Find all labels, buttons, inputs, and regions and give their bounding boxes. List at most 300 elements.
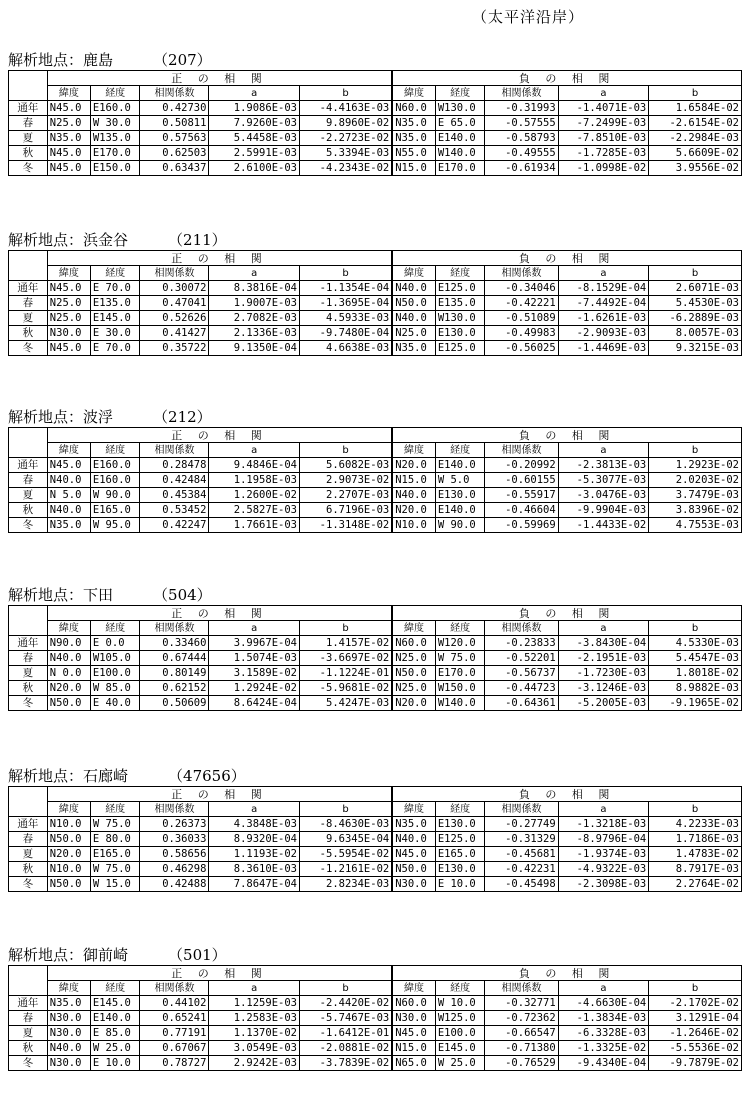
correlation-table	[8, 70, 742, 176]
column-header: 相関係数	[485, 266, 558, 281]
negative-correlation-cell: -0.45498	[485, 877, 558, 892]
table-row	[9, 1056, 742, 1071]
positive-coef-b-cell: -1.2161E-02	[299, 862, 392, 877]
negative-latitude-cell: N20.0	[392, 458, 435, 473]
column-header: b	[649, 802, 742, 817]
season-label: 春	[9, 296, 48, 311]
negative-coef-b-cell: -1.2646E-02	[649, 1026, 742, 1041]
positive-coef-b-cell: 4.6638E-03	[299, 341, 392, 356]
negative-correlation-cell: -0.66547	[485, 1026, 558, 1041]
positive-correlation-cell: 0.46298	[140, 862, 209, 877]
section-header-row	[9, 251, 742, 266]
positive-latitude-cell: N45.0	[47, 281, 90, 296]
negative-latitude-cell: N40.0	[392, 311, 435, 326]
column-header: a	[209, 266, 300, 281]
column-header: a	[558, 443, 649, 458]
negative-longitude-cell: E130.0	[435, 488, 485, 503]
positive-coef-b-cell: 2.8234E-03	[299, 877, 392, 892]
positive-section-header: 正 の 相 関	[47, 966, 392, 981]
column-header: 経度	[435, 802, 485, 817]
table-row	[9, 877, 742, 892]
positive-latitude-cell: N10.0	[47, 817, 90, 832]
positive-longitude-cell: E165.0	[90, 847, 140, 862]
positive-correlation-cell: 0.57563	[140, 131, 209, 146]
season-label: 通年	[9, 817, 48, 832]
season-label: 夏	[9, 1026, 48, 1041]
positive-latitude-cell: N50.0	[47, 832, 90, 847]
season-label: 春	[9, 1011, 48, 1026]
positive-correlation-cell: 0.80149	[140, 666, 209, 681]
negative-section-header: 負 の 相 関	[392, 251, 741, 266]
season-label: 冬	[9, 696, 48, 711]
negative-longitude-cell: E165.0	[435, 847, 485, 862]
column-header: 緯度	[47, 266, 90, 281]
corner-cell	[9, 606, 48, 636]
positive-correlation-cell: 0.62503	[140, 146, 209, 161]
season-label: 秋	[9, 681, 48, 696]
positive-longitude-cell: E 70.0	[90, 341, 140, 356]
positive-coef-b-cell: -5.7467E-03	[299, 1011, 392, 1026]
column-header: b	[299, 621, 392, 636]
season-label: 冬	[9, 161, 48, 176]
negative-correlation-cell: -0.64361	[485, 696, 558, 711]
season-label: 秋	[9, 503, 48, 518]
negative-latitude-cell: N15.0	[392, 161, 435, 176]
positive-latitude-cell: N45.0	[47, 161, 90, 176]
column-header: 相関係数	[485, 981, 558, 996]
negative-coef-a-cell: -5.2005E-03	[558, 696, 649, 711]
negative-longitude-cell: E145.0	[435, 1041, 485, 1056]
table-row	[9, 666, 742, 681]
negative-coef-a-cell: -1.3325E-02	[558, 1041, 649, 1056]
positive-longitude-cell: E 80.0	[90, 832, 140, 847]
column-header: b	[299, 802, 392, 817]
positive-coef-b-cell: -2.0881E-02	[299, 1041, 392, 1056]
corner-cell	[9, 787, 48, 817]
negative-correlation-cell: -0.34046	[485, 281, 558, 296]
negative-longitude-cell: E 65.0	[435, 116, 485, 131]
negative-coef-a-cell: -3.0476E-03	[558, 488, 649, 503]
season-label: 冬	[9, 1056, 48, 1071]
negative-correlation-cell: -0.44723	[485, 681, 558, 696]
negative-coef-b-cell: 8.9882E-03	[649, 681, 742, 696]
corner-cell	[9, 71, 48, 101]
table-row	[9, 296, 742, 311]
column-header: 緯度	[392, 266, 435, 281]
positive-latitude-cell: N40.0	[47, 1041, 90, 1056]
section-header-row	[9, 606, 742, 621]
site-label-prefix: 解析地点：	[8, 231, 84, 249]
positive-correlation-cell: 0.42488	[140, 877, 209, 892]
negative-correlation-cell: -0.27749	[485, 817, 558, 832]
positive-coef-a-cell: 8.9320E-04	[209, 832, 300, 847]
positive-latitude-cell: N35.0	[47, 518, 90, 533]
table-row	[9, 311, 742, 326]
negative-coef-a-cell: -1.3834E-03	[558, 1011, 649, 1026]
positive-longitude-cell: W 15.0	[90, 877, 140, 892]
positive-coef-b-cell: 2.9073E-02	[299, 473, 392, 488]
season-label: 通年	[9, 636, 48, 651]
column-header: b	[649, 266, 742, 281]
column-header: a	[209, 443, 300, 458]
column-header: 緯度	[47, 443, 90, 458]
negative-correlation-cell: -0.51089	[485, 311, 558, 326]
negative-coef-a-cell: -1.7230E-03	[558, 666, 649, 681]
positive-longitude-cell: W 75.0	[90, 817, 140, 832]
positive-latitude-cell: N30.0	[47, 326, 90, 341]
table-row	[9, 116, 742, 131]
season-label: 春	[9, 832, 48, 847]
positive-longitude-cell: E165.0	[90, 503, 140, 518]
positive-coef-b-cell: -4.2343E-02	[299, 161, 392, 176]
positive-coef-b-cell: -3.7839E-02	[299, 1056, 392, 1071]
positive-latitude-cell: N35.0	[47, 996, 90, 1011]
positive-longitude-cell: W 30.0	[90, 116, 140, 131]
positive-coef-b-cell: -1.1354E-04	[299, 281, 392, 296]
positive-coef-b-cell: -4.4163E-03	[299, 101, 392, 116]
positive-longitude-cell: W 95.0	[90, 518, 140, 533]
positive-coef-b-cell: -8.4630E-03	[299, 817, 392, 832]
negative-correlation-cell: -0.57555	[485, 116, 558, 131]
column-header: 経度	[435, 981, 485, 996]
season-label: 夏	[9, 311, 48, 326]
positive-coef-b-cell: 1.4157E-02	[299, 636, 392, 651]
positive-longitude-cell: E170.0	[90, 146, 140, 161]
negative-latitude-cell: N30.0	[392, 877, 435, 892]
positive-correlation-cell: 0.41427	[140, 326, 209, 341]
positive-coef-a-cell: 8.3610E-03	[209, 862, 300, 877]
negative-correlation-cell: -0.56025	[485, 341, 558, 356]
positive-coef-a-cell: 1.1193E-02	[209, 847, 300, 862]
column-header: 相関係数	[140, 443, 209, 458]
positive-coef-a-cell: 4.3848E-03	[209, 817, 300, 832]
site-name: 下田	[83, 586, 114, 604]
site-code: （207）	[153, 51, 212, 69]
negative-coef-b-cell: 1.4783E-02	[649, 847, 742, 862]
column-header: 相関係数	[140, 86, 209, 101]
positive-coef-b-cell: 5.6082E-03	[299, 458, 392, 473]
positive-coef-a-cell: 2.7082E-03	[209, 311, 300, 326]
negative-coef-b-cell: 4.2233E-03	[649, 817, 742, 832]
column-header: 緯度	[47, 981, 90, 996]
negative-latitude-cell: N55.0	[392, 146, 435, 161]
column-header: b	[649, 86, 742, 101]
negative-coef-a-cell: -1.9374E-03	[558, 847, 649, 862]
column-header: a	[558, 621, 649, 636]
positive-coef-b-cell: -1.3695E-04	[299, 296, 392, 311]
negative-coef-a-cell: -9.9904E-03	[558, 503, 649, 518]
positive-correlation-cell: 0.33460	[140, 636, 209, 651]
positive-latitude-cell: N40.0	[47, 651, 90, 666]
negative-correlation-cell: -0.20992	[485, 458, 558, 473]
negative-coef-b-cell: 5.4547E-03	[649, 651, 742, 666]
positive-longitude-cell: W105.0	[90, 651, 140, 666]
positive-correlation-cell: 0.45384	[140, 488, 209, 503]
negative-latitude-cell: N45.0	[392, 1026, 435, 1041]
negative-latitude-cell: N35.0	[392, 817, 435, 832]
negative-coef-b-cell: 2.2764E-02	[649, 877, 742, 892]
negative-correlation-cell: -0.23833	[485, 636, 558, 651]
positive-longitude-cell: E 85.0	[90, 1026, 140, 1041]
negative-latitude-cell: N60.0	[392, 996, 435, 1011]
positive-coef-a-cell: 8.3816E-04	[209, 281, 300, 296]
column-header: b	[299, 86, 392, 101]
positive-section-header: 正 の 相 関	[47, 251, 392, 266]
positive-longitude-cell: E 40.0	[90, 696, 140, 711]
negative-coef-a-cell: -2.3098E-03	[558, 877, 649, 892]
positive-coef-b-cell: 4.5933E-03	[299, 311, 392, 326]
positive-longitude-cell: E160.0	[90, 473, 140, 488]
positive-latitude-cell: N25.0	[47, 311, 90, 326]
positive-correlation-cell: 0.58656	[140, 847, 209, 862]
negative-coef-b-cell: -2.1702E-02	[649, 996, 742, 1011]
season-label: 通年	[9, 281, 48, 296]
correlation-table	[8, 965, 742, 1071]
positive-correlation-cell: 0.67444	[140, 651, 209, 666]
negative-coef-a-cell: -8.9796E-04	[558, 832, 649, 847]
positive-longitude-cell: W 75.0	[90, 862, 140, 877]
column-header: 相関係数	[485, 802, 558, 817]
positive-coef-a-cell: 9.4846E-04	[209, 458, 300, 473]
negative-coef-b-cell: 4.7553E-03	[649, 518, 742, 533]
negative-longitude-cell: E130.0	[435, 326, 485, 341]
negative-latitude-cell: N50.0	[392, 666, 435, 681]
column-header: a	[209, 621, 300, 636]
negative-coef-b-cell: 4.5330E-03	[649, 636, 742, 651]
positive-latitude-cell: N50.0	[47, 877, 90, 892]
correlation-table	[8, 786, 742, 892]
positive-correlation-cell: 0.52626	[140, 311, 209, 326]
positive-latitude-cell: N40.0	[47, 503, 90, 518]
positive-coef-a-cell: 1.9086E-03	[209, 101, 300, 116]
table-row	[9, 651, 742, 666]
positive-coef-b-cell: -3.6697E-02	[299, 651, 392, 666]
column-header: 経度	[90, 621, 140, 636]
corner-cell	[9, 251, 48, 281]
column-header: 相関係数	[485, 86, 558, 101]
column-header-row	[9, 86, 742, 101]
season-label: 夏	[9, 131, 48, 146]
positive-coef-b-cell: -2.4420E-02	[299, 996, 392, 1011]
positive-coef-b-cell: 5.3394E-03	[299, 146, 392, 161]
positive-latitude-cell: N30.0	[47, 1056, 90, 1071]
positive-coef-a-cell: 2.1336E-03	[209, 326, 300, 341]
column-header: a	[209, 981, 300, 996]
positive-coef-a-cell: 5.4458E-03	[209, 131, 300, 146]
negative-coef-a-cell: -1.3218E-03	[558, 817, 649, 832]
positive-correlation-cell: 0.30072	[140, 281, 209, 296]
table-row	[9, 473, 742, 488]
positive-section-header: 正 の 相 関	[47, 428, 392, 443]
negative-correlation-cell: -0.55917	[485, 488, 558, 503]
positive-coef-a-cell: 1.1370E-02	[209, 1026, 300, 1041]
negative-correlation-cell: -0.49983	[485, 326, 558, 341]
site-name: 石廊崎	[83, 767, 129, 785]
negative-coef-a-cell: -7.4492E-04	[558, 296, 649, 311]
negative-section-header: 負 の 相 関	[392, 428, 741, 443]
column-header: b	[649, 981, 742, 996]
column-header: 経度	[435, 621, 485, 636]
negative-latitude-cell: N50.0	[392, 862, 435, 877]
positive-correlation-cell: 0.28478	[140, 458, 209, 473]
section-header-row	[9, 787, 742, 802]
column-header-row	[9, 981, 742, 996]
positive-latitude-cell: N45.0	[47, 101, 90, 116]
table-row	[9, 131, 742, 146]
negative-correlation-cell: -0.42231	[485, 862, 558, 877]
column-header: 経度	[90, 443, 140, 458]
table-row	[9, 636, 742, 651]
negative-longitude-cell: W 5.0	[435, 473, 485, 488]
negative-correlation-cell: -0.76529	[485, 1056, 558, 1071]
negative-latitude-cell: N40.0	[392, 488, 435, 503]
positive-coef-a-cell: 2.6100E-03	[209, 161, 300, 176]
positive-longitude-cell: W 90.0	[90, 488, 140, 503]
table-row	[9, 518, 742, 533]
positive-latitude-cell: N20.0	[47, 681, 90, 696]
column-header: a	[209, 86, 300, 101]
positive-longitude-cell: E135.0	[90, 296, 140, 311]
negative-coef-a-cell: -1.4433E-02	[558, 518, 649, 533]
negative-longitude-cell: E140.0	[435, 458, 485, 473]
positive-longitude-cell: E 10.0	[90, 1056, 140, 1071]
positive-latitude-cell: N 5.0	[47, 488, 90, 503]
column-header: 緯度	[392, 443, 435, 458]
negative-coef-b-cell: -2.2984E-03	[649, 131, 742, 146]
table-row	[9, 458, 742, 473]
table-row	[9, 488, 742, 503]
negative-correlation-cell: -0.45681	[485, 847, 558, 862]
positive-longitude-cell: E 30.0	[90, 326, 140, 341]
section-header-row	[9, 71, 742, 86]
negative-longitude-cell: E135.0	[435, 296, 485, 311]
positive-correlation-cell: 0.67067	[140, 1041, 209, 1056]
table-row	[9, 817, 742, 832]
negative-longitude-cell: W 90.0	[435, 518, 485, 533]
negative-longitude-cell: E 10.0	[435, 877, 485, 892]
positive-coef-a-cell: 1.5074E-03	[209, 651, 300, 666]
season-label: 春	[9, 651, 48, 666]
positive-coef-a-cell: 3.1589E-02	[209, 666, 300, 681]
correlation-table	[8, 605, 742, 711]
negative-coef-a-cell: -3.1246E-03	[558, 681, 649, 696]
negative-coef-b-cell: 8.0057E-03	[649, 326, 742, 341]
positive-longitude-cell: E160.0	[90, 458, 140, 473]
site-code: （212）	[153, 408, 212, 426]
negative-correlation-cell: -0.59969	[485, 518, 558, 533]
negative-correlation-cell: -0.31329	[485, 832, 558, 847]
season-label: 春	[9, 116, 48, 131]
negative-latitude-cell: N60.0	[392, 101, 435, 116]
site-label-prefix: 解析地点：	[8, 51, 84, 69]
positive-correlation-cell: 0.65241	[140, 1011, 209, 1026]
column-header: 相関係数	[485, 443, 558, 458]
site-code: （501）	[168, 946, 227, 964]
positive-latitude-cell: N45.0	[47, 341, 90, 356]
table-row	[9, 281, 742, 296]
negative-correlation-cell: -0.60155	[485, 473, 558, 488]
column-header: 緯度	[392, 981, 435, 996]
site-title	[8, 766, 742, 786]
site-block	[8, 585, 742, 711]
column-header: 緯度	[47, 621, 90, 636]
negative-latitude-cell: N20.0	[392, 696, 435, 711]
column-header: a	[558, 86, 649, 101]
positive-coef-b-cell: 9.8960E-02	[299, 116, 392, 131]
negative-latitude-cell: N25.0	[392, 326, 435, 341]
positive-latitude-cell: N10.0	[47, 862, 90, 877]
positive-longitude-cell: E145.0	[90, 996, 140, 1011]
negative-correlation-cell: -0.61934	[485, 161, 558, 176]
column-header: a	[558, 266, 649, 281]
positive-latitude-cell: N45.0	[47, 458, 90, 473]
negative-coef-a-cell: -3.8430E-04	[558, 636, 649, 651]
site-name: 波浮	[83, 408, 114, 426]
positive-coef-b-cell: -1.3148E-02	[299, 518, 392, 533]
column-header-row	[9, 621, 742, 636]
site-title	[8, 50, 742, 70]
negative-longitude-cell: W140.0	[435, 696, 485, 711]
negative-coef-a-cell: -1.4469E-03	[558, 341, 649, 356]
season-label: 冬	[9, 877, 48, 892]
positive-section-header: 正 の 相 関	[47, 787, 392, 802]
site-title	[8, 945, 742, 965]
positive-longitude-cell: E100.0	[90, 666, 140, 681]
negative-coef-b-cell: 2.0203E-02	[649, 473, 742, 488]
negative-coef-a-cell: -2.1951E-03	[558, 651, 649, 666]
negative-latitude-cell: N35.0	[392, 341, 435, 356]
column-header: 経度	[435, 86, 485, 101]
positive-correlation-cell: 0.42484	[140, 473, 209, 488]
negative-latitude-cell: N45.0	[392, 847, 435, 862]
column-header: 緯度	[47, 802, 90, 817]
column-header-row	[9, 443, 742, 458]
negative-correlation-cell: -0.58793	[485, 131, 558, 146]
negative-coef-b-cell: 5.6609E-02	[649, 146, 742, 161]
negative-longitude-cell: W140.0	[435, 146, 485, 161]
site-label-prefix: 解析地点：	[8, 586, 84, 604]
negative-correlation-cell: -0.32771	[485, 996, 558, 1011]
negative-latitude-cell: N40.0	[392, 281, 435, 296]
column-header: b	[299, 266, 392, 281]
negative-coef-b-cell: 9.3215E-03	[649, 341, 742, 356]
site-name: 御前崎	[83, 946, 129, 964]
negative-coef-b-cell: 1.7186E-03	[649, 832, 742, 847]
season-label: 秋	[9, 862, 48, 877]
positive-longitude-cell: E150.0	[90, 161, 140, 176]
column-header: 相関係数	[140, 266, 209, 281]
positive-coef-a-cell: 2.9242E-03	[209, 1056, 300, 1071]
positive-correlation-cell: 0.50609	[140, 696, 209, 711]
positive-coef-b-cell: 9.6345E-04	[299, 832, 392, 847]
column-header: 相関係数	[485, 621, 558, 636]
negative-longitude-cell: E140.0	[435, 131, 485, 146]
correlation-table	[8, 250, 742, 356]
positive-coef-a-cell: 9.1350E-04	[209, 341, 300, 356]
positive-latitude-cell: N20.0	[47, 847, 90, 862]
positive-coef-b-cell: -2.2723E-02	[299, 131, 392, 146]
negative-latitude-cell: N50.0	[392, 296, 435, 311]
negative-longitude-cell: E125.0	[435, 281, 485, 296]
table-row	[9, 862, 742, 877]
column-header: b	[649, 443, 742, 458]
positive-correlation-cell: 0.36033	[140, 832, 209, 847]
negative-coef-a-cell: -4.9322E-03	[558, 862, 649, 877]
site-title	[8, 407, 742, 427]
positive-correlation-cell: 0.78727	[140, 1056, 209, 1071]
column-header: b	[649, 621, 742, 636]
positive-correlation-cell: 0.77191	[140, 1026, 209, 1041]
